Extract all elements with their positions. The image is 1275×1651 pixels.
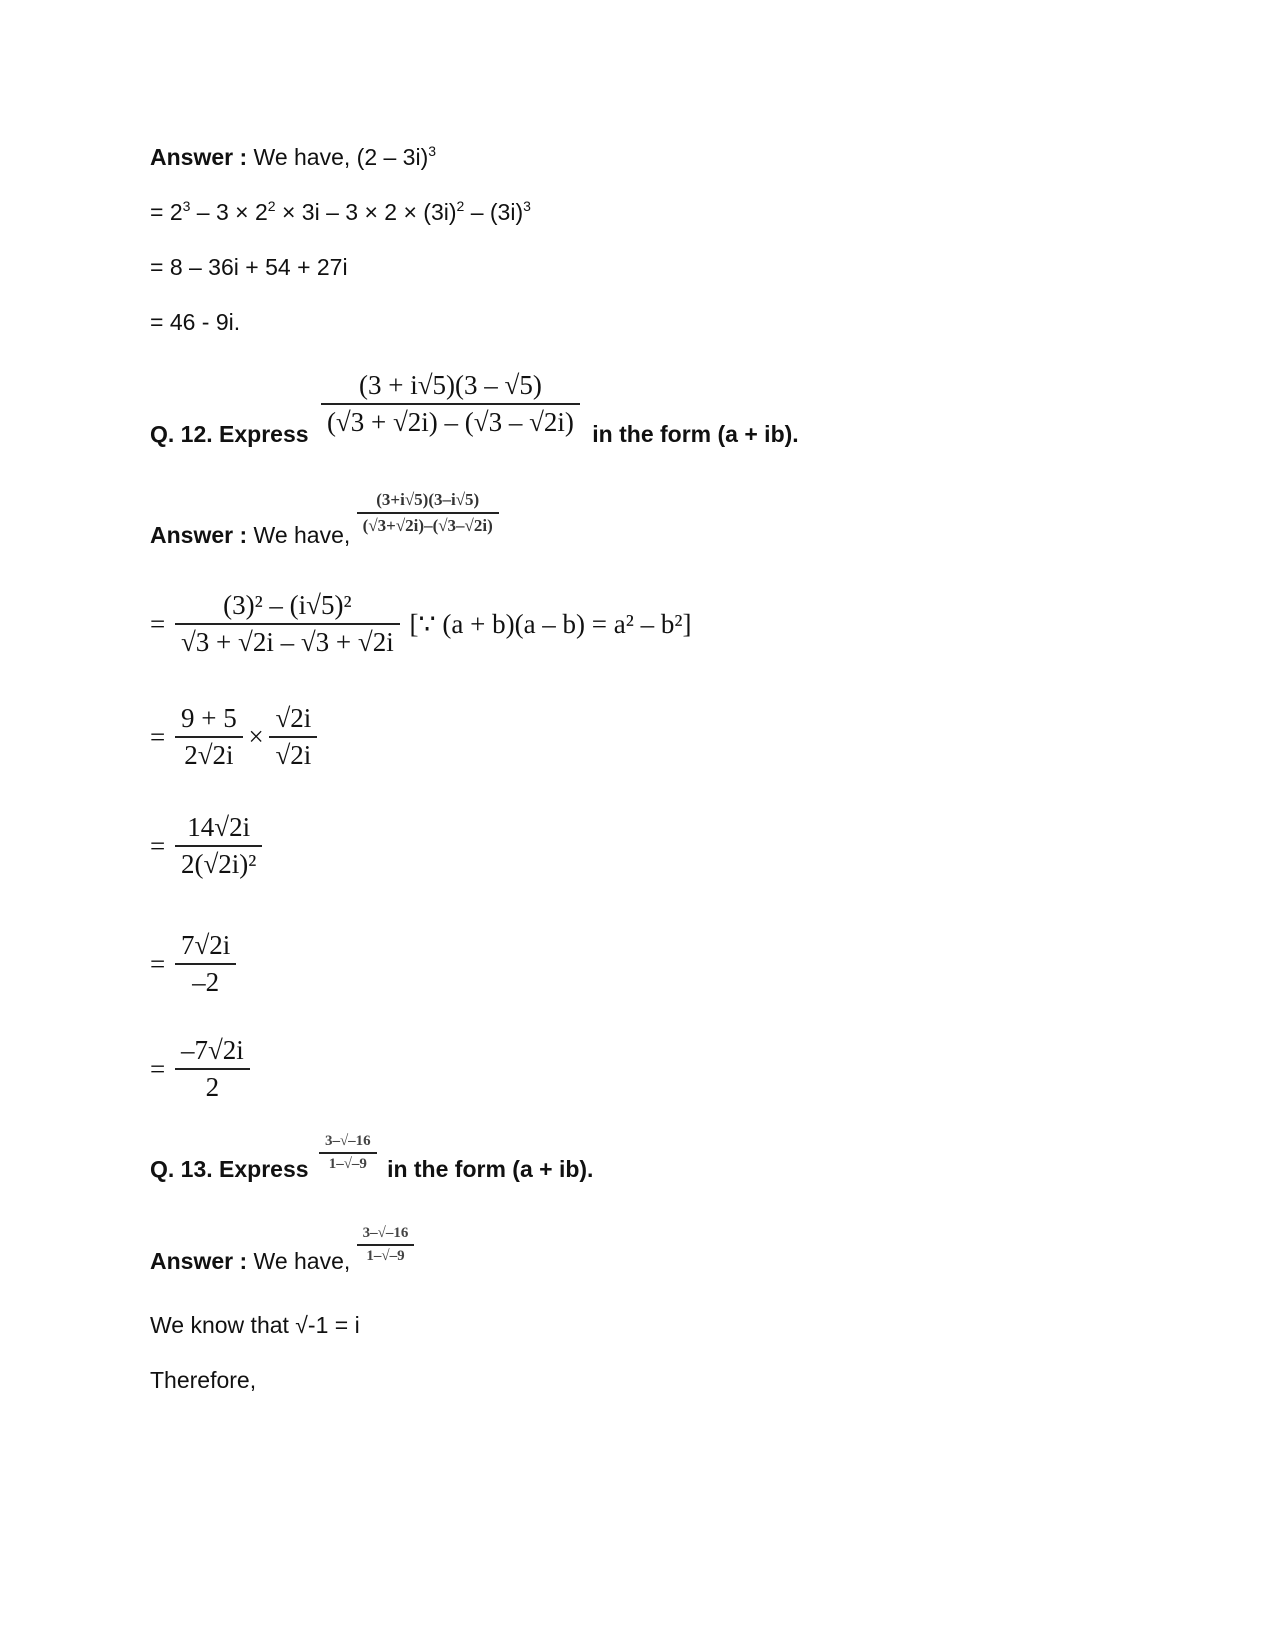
equals-sign: = bbox=[150, 721, 166, 752]
exponent: 2 bbox=[267, 198, 276, 214]
q12-given-fraction bbox=[357, 490, 499, 536]
times-sign: × bbox=[248, 721, 264, 752]
q13-given-fraction bbox=[357, 1225, 415, 1265]
q13-know-line: We know that √-1 = i bbox=[150, 1312, 360, 1338]
q12-prefix: Q. 12. Express bbox=[150, 421, 309, 448]
step5-denominator: 2 bbox=[205, 1072, 220, 1102]
q13-suffix: in the form (a + ib). bbox=[387, 1156, 594, 1183]
expr-part: × 3i – 3 × 2 × (3i) bbox=[275, 199, 457, 225]
step5-numerator: –7√2i bbox=[175, 1035, 250, 1070]
q12-numerator: (3 + i√5)(3 – √5) bbox=[321, 370, 580, 405]
q13-numerator: 3–√–16 bbox=[319, 1133, 377, 1154]
q13-denominator: 1–√–9 bbox=[328, 1156, 367, 1172]
expr-part: – 3 × 2 bbox=[190, 199, 268, 225]
step2-denominator-b: √2i bbox=[275, 740, 312, 770]
q12-step-4 bbox=[150, 930, 236, 998]
q13-question bbox=[150, 1133, 593, 1183]
step4-numerator: 7√2i bbox=[175, 930, 236, 965]
exponent: 3 bbox=[428, 143, 437, 159]
step2-numerator-b: √2i bbox=[269, 703, 317, 738]
q13-prefix: Q. 13. Express bbox=[150, 1156, 309, 1183]
step1-fraction bbox=[175, 590, 400, 658]
answer-intro: We have, bbox=[253, 522, 351, 549]
expr-part: = 2 bbox=[150, 199, 183, 225]
step4-fraction bbox=[175, 930, 236, 998]
given-denominator: (√3+√2i)–(√3–√2i) bbox=[362, 516, 493, 535]
exponent: 3 bbox=[182, 198, 191, 214]
answer-label: Answer : bbox=[150, 144, 248, 170]
exponent: 2 bbox=[456, 198, 465, 214]
equals-sign: = bbox=[150, 608, 166, 639]
step3-fraction bbox=[175, 812, 262, 880]
expr-part: – (3i) bbox=[464, 199, 524, 225]
given-denominator: 1–√–9 bbox=[366, 1248, 405, 1264]
equals-sign: = bbox=[150, 830, 166, 861]
step4-denominator: –2 bbox=[192, 967, 220, 997]
equals-sign: = bbox=[150, 948, 166, 979]
given-numerator: 3–√–16 bbox=[357, 1225, 415, 1246]
step1-denominator: √3 + √2i – √3 + √2i bbox=[180, 627, 394, 657]
q12-suffix: in the form (a + ib). bbox=[592, 421, 799, 448]
equals-sign: = bbox=[150, 1053, 166, 1084]
q12-step-2 bbox=[150, 703, 317, 771]
given-numerator: (3+i√5)(3–i√5) bbox=[357, 490, 499, 514]
q12-fraction bbox=[321, 370, 580, 438]
exponent: 3 bbox=[523, 198, 531, 214]
q13-answer-line bbox=[150, 1225, 414, 1275]
q13-fraction bbox=[319, 1133, 377, 1173]
q13-therefore-line: Therefore, bbox=[150, 1367, 257, 1393]
step3-numerator: 14√2i bbox=[175, 812, 262, 847]
step1-numerator: (3)² – (i√5)² bbox=[175, 590, 400, 625]
step5-fraction bbox=[175, 1035, 250, 1103]
q12-step-1 bbox=[150, 590, 691, 658]
step3-denominator: 2(√2i)² bbox=[180, 849, 257, 879]
answer-intro: We have, bbox=[253, 1248, 351, 1275]
q12-step-5 bbox=[150, 1035, 250, 1103]
q12-answer-line bbox=[150, 490, 499, 549]
q11-step-3: = 46 - 9i. bbox=[150, 309, 241, 335]
q12-question bbox=[150, 370, 799, 448]
q11-answer-line bbox=[150, 142, 436, 172]
q12-denominator: (√3 + √2i) – (√3 – √2i) bbox=[326, 407, 574, 437]
identity-note: [∵ (a + b)(a – b) = a² – b²] bbox=[409, 608, 692, 639]
answer-label: Answer : bbox=[150, 522, 248, 549]
step2-fraction-a bbox=[175, 703, 243, 771]
step2-denominator-a: 2√2i bbox=[184, 740, 234, 770]
q12-step-3 bbox=[150, 812, 262, 880]
q11-step-1 bbox=[150, 197, 531, 227]
answer-label: Answer : bbox=[150, 1248, 248, 1275]
step2-fraction-b bbox=[269, 703, 317, 771]
q11-step-2: = 8 – 36i + 54 + 27i bbox=[150, 254, 348, 280]
step2-numerator-a: 9 + 5 bbox=[175, 703, 243, 738]
answer-intro: We have, (2 – 3i) bbox=[253, 144, 429, 170]
